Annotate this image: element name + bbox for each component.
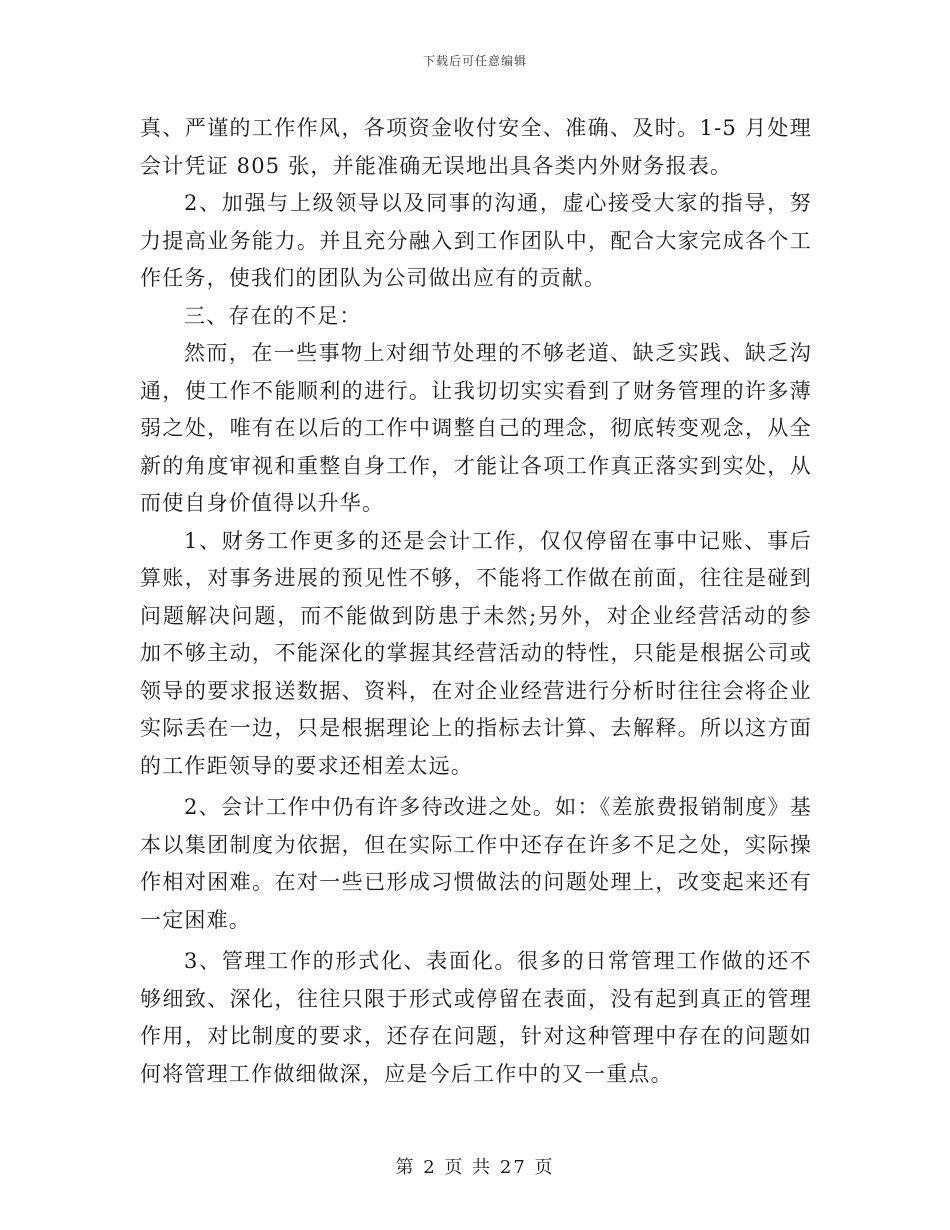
paragraph-7: 3、管理工作的形式化、表面化。很多的日常管理工作做的还不够细致、深化，往往只限于形式或停留在表面，没有起到真正的管理作用，对比制度的要求，还存在问题，针对这种管理中存在的问题如何将管理工作做细做深，应是今后工作中的又一重点。 (140, 949, 812, 1086)
footer-prefix: 第 (395, 1157, 416, 1178)
footer-middle: 页 共 (444, 1157, 493, 1178)
footer-suffix: 页 (534, 1157, 555, 1178)
paragraph-4: 然而，在一些事物上对细节处理的不够老道、缺乏实践、缺乏沟通，使工作不能顺利的进行。让我切切实实看到了财务管理的许多薄弱之处，唯有在以后的工作中调整自己的理念，彻底转变观念，从全新的角度审视和重整自身工作，才能让各项工作真正落实到实处，从而使自身价值得以升华。 (140, 341, 812, 515)
paragraph-5: 1、财务工作更多的还是会计工作，仅仅停留在事中记账、事后算账，对事务进展的预见性不够，不能将工作做在前面，往往是碰到问题解决问题，而不能做到防患于未然;另外，对企业经营活动的参加不够主动，不能深化的掌握其经营活动的特性，只能是根据公司或领导的要求报送数据、资料，在对企业经营进行分析时往往会将企业实际丢在一边，只是根据理论上的指标去计算、去解释。所以这方面的工作距领导的要求还相差太远。 (140, 528, 812, 778)
page-header: 下载后可任意编辑 (422, 54, 527, 68)
paragraph-2: 2、加强与上级领导以及同事的沟通，虚心接受大家的指导，努力提高业务能力。并且充分融入到工作团队中，配合大家完成各个工作任务，使我们的团队为公司做出应有的贡献。 (140, 191, 812, 290)
total-pages-number: 27 (499, 1157, 527, 1178)
paragraph-6: 2、会计工作中仍有许多待改进之处。如：《差旅费报销制度》基本以集团制度为依据，但在实际工作中还存在许多不足之处，实际操作相对困难。在对一些已形成习惯做法的问题处理上，改变起来还有一定困难。 (140, 795, 812, 932)
document-body (140, 110, 812, 1093)
page-footer (0, 1153, 950, 1179)
current-page-number: 2 (423, 1157, 437, 1178)
paragraph-1: 真、严谨的工作作风，各项资金收付安全、准确、及时。1-5 月处理会计凭证 805 张，并能准确无误地出具各类内外财务报表。 (140, 116, 812, 178)
section-heading-shortcomings: 三、存在的不足： (184, 303, 362, 328)
